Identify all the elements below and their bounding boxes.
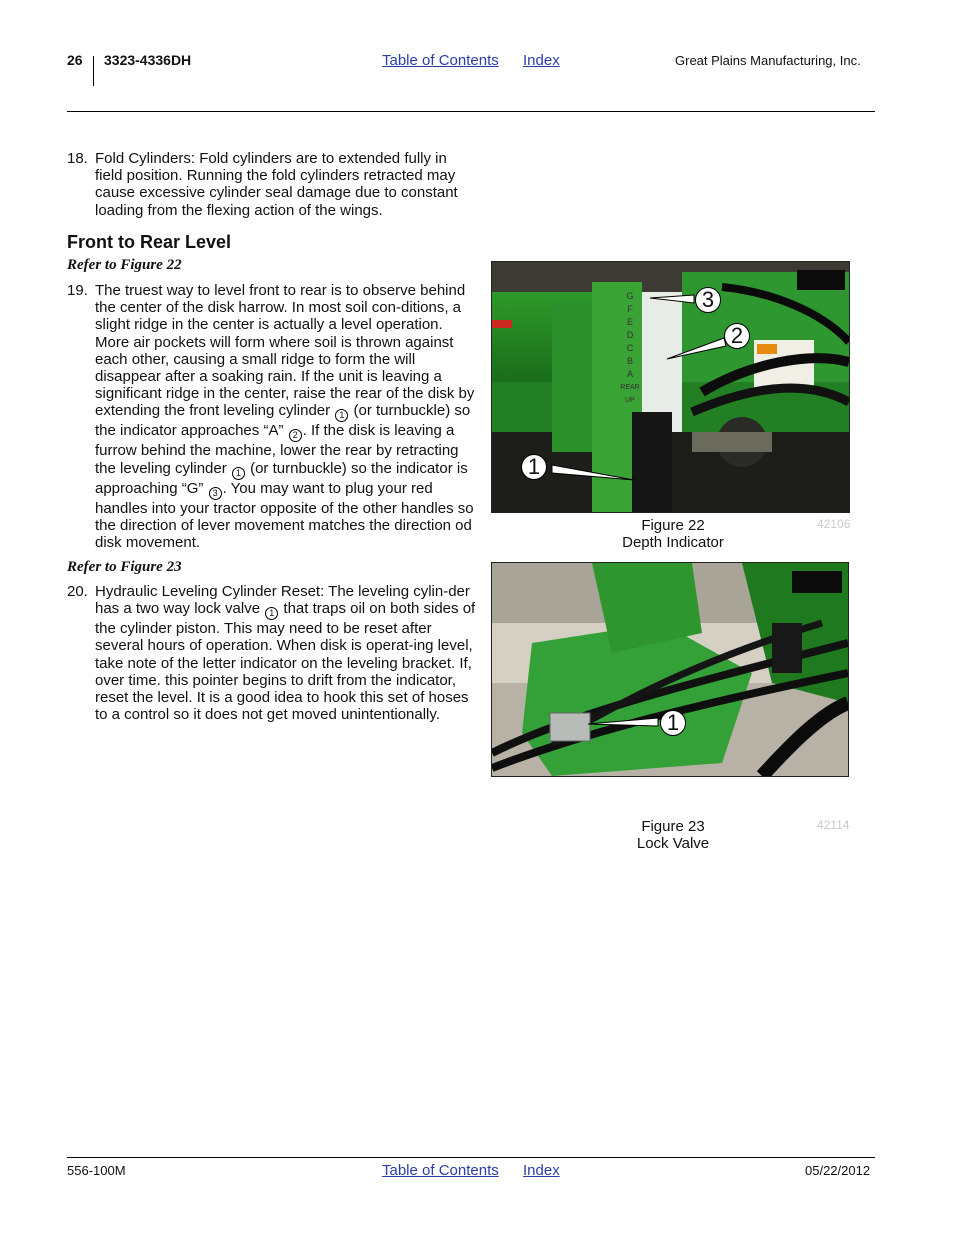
index-link-header[interactable]: Index	[523, 52, 560, 69]
step-19-number: 19.	[67, 282, 88, 299]
footer-doc-code: 556-100M	[67, 1163, 126, 1178]
callout-ref-2: 2	[289, 429, 302, 442]
figure-22-photo	[491, 261, 850, 513]
step-18-number: 18.	[67, 150, 88, 167]
figure-22-photo-id: 42106	[817, 517, 851, 531]
gauge-up-label: UP	[625, 397, 635, 404]
header-rule	[67, 111, 875, 112]
figure-22-title: Depth Indicator	[622, 534, 724, 551]
doc-number: 3323-4336DH	[104, 52, 192, 68]
refer-figure-23: Refer to Figure 23	[67, 559, 182, 575]
footer-rule	[67, 1157, 875, 1158]
figure-22-caption	[573, 517, 773, 551]
callout-2-badge: 2	[724, 323, 750, 349]
page-number: 26	[67, 52, 83, 68]
gauge-letter-d: D	[626, 330, 634, 340]
step-18-text: Fold Cylinders: Fold cylinders are to extended fully in field position. Running the fold cylinders retracted may cause excessive cylinder seal damage due to constant loading from the flexing action of the wings.	[95, 150, 458, 219]
step-19-part-4: (or turnbuckle) so the indicator is approaching “G”	[95, 459, 468, 497]
callout-arrows	[492, 262, 849, 512]
gauge-letter-a: A	[626, 369, 633, 379]
step-19	[67, 282, 477, 551]
section-title: Front to Rear Level	[67, 232, 232, 252]
step-19-part-5: . You may want to plug your red handles into your tractor opposite of the other handles so the direction of lever movement matches the direction od disk movement.	[95, 479, 474, 552]
gauge-letter-b: B	[626, 356, 633, 366]
callout-arrow-valve	[492, 563, 848, 776]
callout-ref-1c: 1	[265, 607, 278, 620]
callout-ref-1b: 1	[232, 467, 245, 480]
figure-23-photo	[491, 562, 849, 777]
step-20	[67, 583, 477, 723]
header-divider	[93, 56, 94, 86]
callout-3-badge: 3	[695, 287, 721, 313]
gauge-letter-c: C	[626, 343, 634, 353]
step-19-part-1: The truest way to level front to rear is to observe behind the center of the disk harrow. In most soil con-ditions, a slight ridge in the center is actually a level operation. More air pockets will form where soil is thrown against each other, causing a small ridge to form the will disappear after a soaking rain. If the unit is leaving a significant ridge in the center, raise the rear of the disk by extending the front leveling cylinder	[95, 282, 475, 420]
callout-1-valve-badge: 1	[660, 710, 686, 736]
index-link-footer[interactable]: Index	[523, 1162, 560, 1179]
step-19-part-3: . If the disk is leaving a furrow behind the machine, lower the rear by retracting the leveling cylinder	[95, 422, 459, 477]
step-20-number: 20.	[67, 583, 88, 600]
step-20-text	[95, 583, 477, 723]
figure-23-number: Figure 23	[641, 818, 705, 835]
toc-link-footer[interactable]: Table of Contents	[382, 1162, 499, 1179]
company-name: Great Plains Manufacturing, Inc.	[675, 53, 861, 68]
figure-22-number: Figure 22	[641, 517, 705, 534]
figure-23-caption	[573, 818, 773, 852]
step-20-part-2: that traps oil on both sides of the cylinder piston. This may need to be reset after several hours of operation. When disk is operat-ing level, take note of the letter indicator on the leveling bracket. If, over time. this pointer begins to drift from the indicator, reset the level. It is a good idea to hook this set of hoses to a control so it does not get moved unintentionally.	[95, 600, 476, 724]
refer-figure-22: Refer to Figure 22	[67, 257, 182, 273]
step-20-part-1: Hydraulic Leveling Cylinder Reset: The leveling cylin-der has a two way lock valve	[95, 583, 470, 618]
gauge-rear-label: REAR	[620, 384, 640, 391]
callout-1-badge: 1	[521, 454, 547, 480]
callout-ref-1: 1	[335, 409, 348, 422]
step-19-part-2: (or turnbuckle) so the indicator approaches “A”	[95, 402, 471, 440]
gauge-letter-e: E	[626, 317, 633, 327]
step-19-text	[95, 282, 477, 551]
figure-23-title: Lock Valve	[636, 835, 710, 852]
footer-date: 05/22/2012	[805, 1163, 871, 1178]
gauge-letter-g: G	[626, 291, 634, 301]
step-18	[67, 150, 477, 219]
callout-ref-3: 3	[209, 487, 222, 500]
gauge-letter-f: F	[627, 304, 633, 314]
figure-23-photo-id: 42114	[817, 818, 850, 832]
toc-link-header[interactable]: Table of Contents	[382, 52, 499, 69]
